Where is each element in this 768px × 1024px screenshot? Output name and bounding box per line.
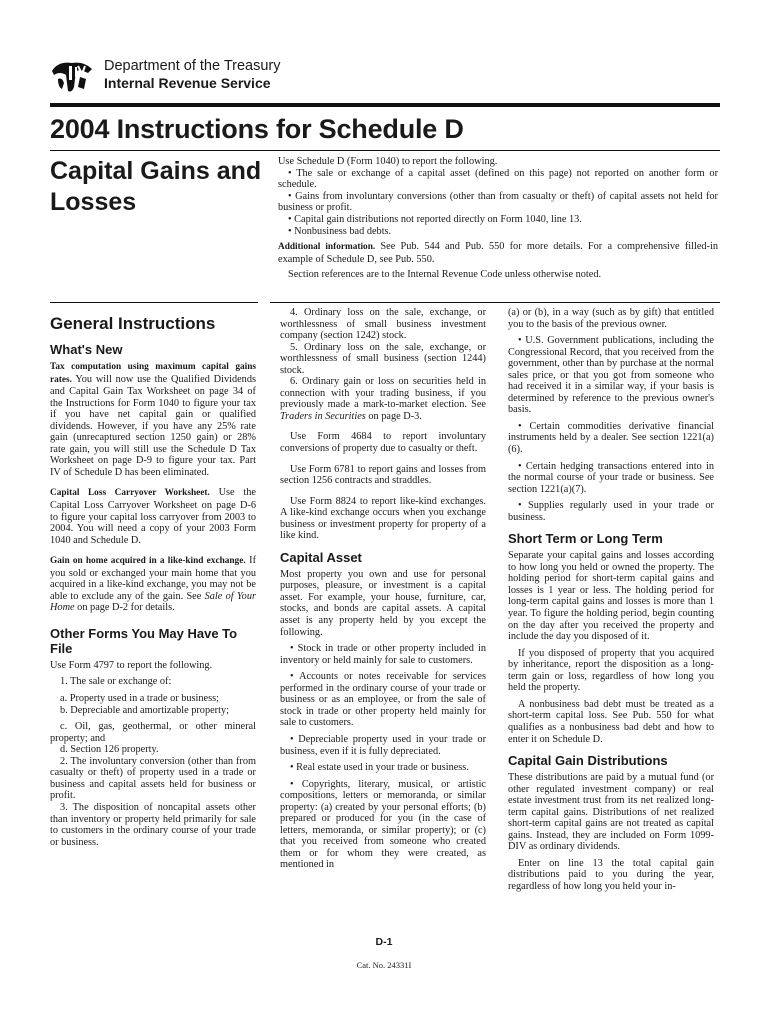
list-item: b. Depreciable and amortizable property; [60, 704, 229, 716]
intro-bullet: • Gains from involuntary conversions (other than from casualty or theft) of capital assets not held for business or profit. [278, 190, 718, 214]
paragraph: Use Form 4684 to report involuntary conversions of property due to casualty or theft. [280, 431, 486, 455]
intro-bullet: • The sale or exchange of a capital asset (defined on this page) not reported on another form or schedule. [278, 167, 718, 191]
paragraph: Most property you own and use for personal purposes, pleasure, or investment is a capital asset. For example, your house, furniture, car, stocks, and bonds are capital assets. A capital asset is any property held by you except the following. [280, 568, 486, 638]
short-long-term-heading: Short Term or Long Term [508, 531, 663, 547]
list-item: 5. Ordinary loss on the sale, exchange, or worthlessness of small business (section 1244) stock. [280, 341, 486, 376]
bullet-item: • Certain commodities derivative financial instruments held by a dealer. See section 1221(a)(6). [508, 420, 714, 456]
paragraph [50, 361, 256, 478]
paragraph: A nonbusiness bad debt must be treated as a short-term capital loss. See Pub. 550 for what qualifies as a nonbusiness bad debt and how to enter it on Schedule D. [508, 698, 714, 745]
header-rule [50, 103, 720, 107]
agency-line-2: Internal Revenue Service [104, 75, 271, 91]
bullet-item: • Certain hedging transactions entered into in the normal course of your trade or business. See section 1221(a)(7). [508, 460, 714, 495]
intro-block [278, 156, 718, 281]
cross-reference: Traders in Securities [280, 410, 366, 422]
column-rule-left [50, 302, 258, 303]
paragraph-text: Use the Capital Loss Carryover Worksheet on page D-6 to figure your capital loss carryover from 2003 to 2004. You will need a copy of your 2003 Form 1040 and Schedule D. [50, 487, 257, 546]
irs-eagle-logo-icon [50, 57, 94, 95]
page-title: 2004 Instructions for Schedule D [50, 114, 464, 144]
paragraph [50, 487, 256, 546]
list-item: 1. The sale or exchange of: [60, 676, 172, 688]
bullet-item: • Accounts or notes receivable for services performed in the ordinary course of your trade or business or as an employee, or from the sale of stock in trade or other property held mainly for sale to customers. [280, 671, 486, 729]
bullet-item: • Real estate used in your trade or business. [290, 762, 469, 774]
capital-gain-distributions-heading: Capital Gain Distributions [508, 753, 668, 769]
page-number: D-1 [375, 936, 393, 948]
bullet-item: • Stock in trade or other property included in inventory or held mainly for sale to customers. [280, 643, 486, 666]
other-forms-heading: Other Forms You May Have To File [50, 625, 238, 656]
paragraph: Enter on line 13 the total capital gain distributions paid to you during the year, regardless of how long you held your in- [508, 857, 714, 892]
agency-name [104, 58, 281, 92]
bullet-item: • Supplies regularly used in your trade or business. [508, 500, 714, 523]
paragraph: Separate your capital gains and losses according to how long you held or owned the property. The holding period for short-term capital gains and losses is 1 year or less. The holding period for long-term capital gains and losses is more than 1 year. To figure the holding period, begin counting on the day after you received the property and include the day you disposed of it. [508, 550, 714, 643]
general-instructions-heading: General Instructions [50, 314, 216, 333]
additional-info-text: See Pub. 544 and Pub. 550 for more details. For a comprehensive filled-in example of Schedule D, see Pub. 550. [278, 241, 718, 265]
run-in-head: Capital Loss Carryover Worksheet. [50, 488, 210, 499]
paragraph: Use Form 8824 to report like-kind exchanges. A like-kind exchange occurs when you exchange business or investment property for property of a like kind. [280, 495, 486, 542]
bullet-item: • U.S. Government publications, including the Congressional Record, that you received from the government, other than by purchase at the normal sales price, or that you got from someone who had received it in a similar way, if your basis is determined by reference to the previous owner's basis. [508, 335, 714, 416]
whats-new-heading: What's New [50, 342, 123, 357]
paragraph-text: on page D-3. [365, 410, 422, 422]
catalog-number: Cat. No. 24331I [356, 960, 412, 970]
paragraph: Use Form 6781 to report gains and losses from section 1256 contracts and straddles. [280, 463, 486, 487]
intro-lead: Use Schedule D (Form 1040) to report the following. [278, 156, 498, 167]
run-in-head: Tax computation using maximum capital gains rates. [50, 362, 256, 385]
intro-bullet: • Capital gain distributions not reported directly on Form 1040, line 13. [288, 213, 582, 225]
paragraph-text: If you sold or exchanged your main home that you acquired in a like-kind exchange, you may not be able to exclude any of the gain. See [50, 555, 256, 602]
column-3 [508, 307, 714, 893]
list-item: d. Section 126 property. [60, 744, 159, 756]
bullet-item: • Depreciable property used in your trade or business, even if it is fully depreciated. [280, 733, 486, 757]
list-item: 2. The involuntary conversion (other than from casualty or theft) of property used in a trade or business and capital assets held for business or profit. [50, 755, 256, 802]
column-rule-right [270, 302, 720, 303]
additional-info [278, 241, 718, 265]
paragraph: (a) or (b), in a way (such as by gift) that entitled you to the basis of the previous owner. [508, 307, 714, 330]
title-rule [50, 150, 720, 151]
paragraph-text: on page D-2 for details. [74, 602, 175, 614]
cross-reference: Sale of Your Home [50, 590, 256, 614]
list-item: c. Oil, gas, geothermal, or other mineral property; and [50, 721, 256, 744]
section-references: Section references are to the Internal Revenue Code unless otherwise noted. [288, 269, 602, 281]
column-2 [280, 307, 486, 871]
paragraph: These distributions are paid by a mutual fund (or other regulated investment company) or real estate investment trust from its net realized long-term capital gains. Distributions of net realized short-term capital gains are not treated as capital gains. Instead, they are included on Form 1099-DIV as ordinary dividends. [508, 772, 714, 853]
bullet-item: • Copyrights, literary, musical, or artistic compositions, letters or memoranda, or similar property: (a) created by your personal efforts; (b) prepared or produced for you (in the case of letters, memoranda, or similar property); or (c) that you received from someone who created them or for whom they were created, as mentioned in [280, 778, 486, 871]
list-item: 4. Ordinary loss on the sale, exchange, or worthlessness of small business investment company (section 1242) stock. [280, 307, 486, 342]
intro-bullet: • Nonbusiness bad debts. [288, 225, 392, 237]
list-item [280, 376, 486, 422]
capital-asset-heading: Capital Asset [280, 549, 362, 565]
list-item: 3. The disposition of noncapital assets other than inventory or property held primarily for sale to customers in the ordinary course of your trade or business. [50, 801, 256, 848]
paragraph [50, 555, 256, 614]
paragraph: Use Form 4797 to report the following. [50, 659, 213, 671]
paragraph-text: You will now use the Qualified Dividends and Capital Gain Tax Worksheet on page 34 of the Instructions for Form 1040 to figure your tax if you have net capital gain or qualified dividends. However, if you have any 25% rate gain (unrecaptured section 1250 gain) or 28% rate gain, you will still use the Schedule D Tax Worksheet on page D-9 to figure your tax. Part IV of Schedule D has been eliminated. [50, 373, 256, 478]
run-in-head: Gain on home acquired in a like-kind exchange. [50, 556, 246, 567]
section-title: Capital Gains and Losses [50, 157, 262, 216]
paragraph: If you disposed of property that you acquired by inheritance, report the disposition as a long-term gain or loss, regardless of how long you held the property. [508, 647, 714, 694]
agency-line-1: Department of the Treasury [104, 58, 281, 74]
list-item: a. Property used in a trade or business; [60, 693, 219, 705]
additional-info-head: Additional information. [278, 242, 376, 253]
paragraph-text: 6. Ordinary gain or loss on securities held in connection with your trading business, if you previously made a mark-to-market election. See [280, 376, 486, 411]
column-1 [50, 313, 256, 848]
